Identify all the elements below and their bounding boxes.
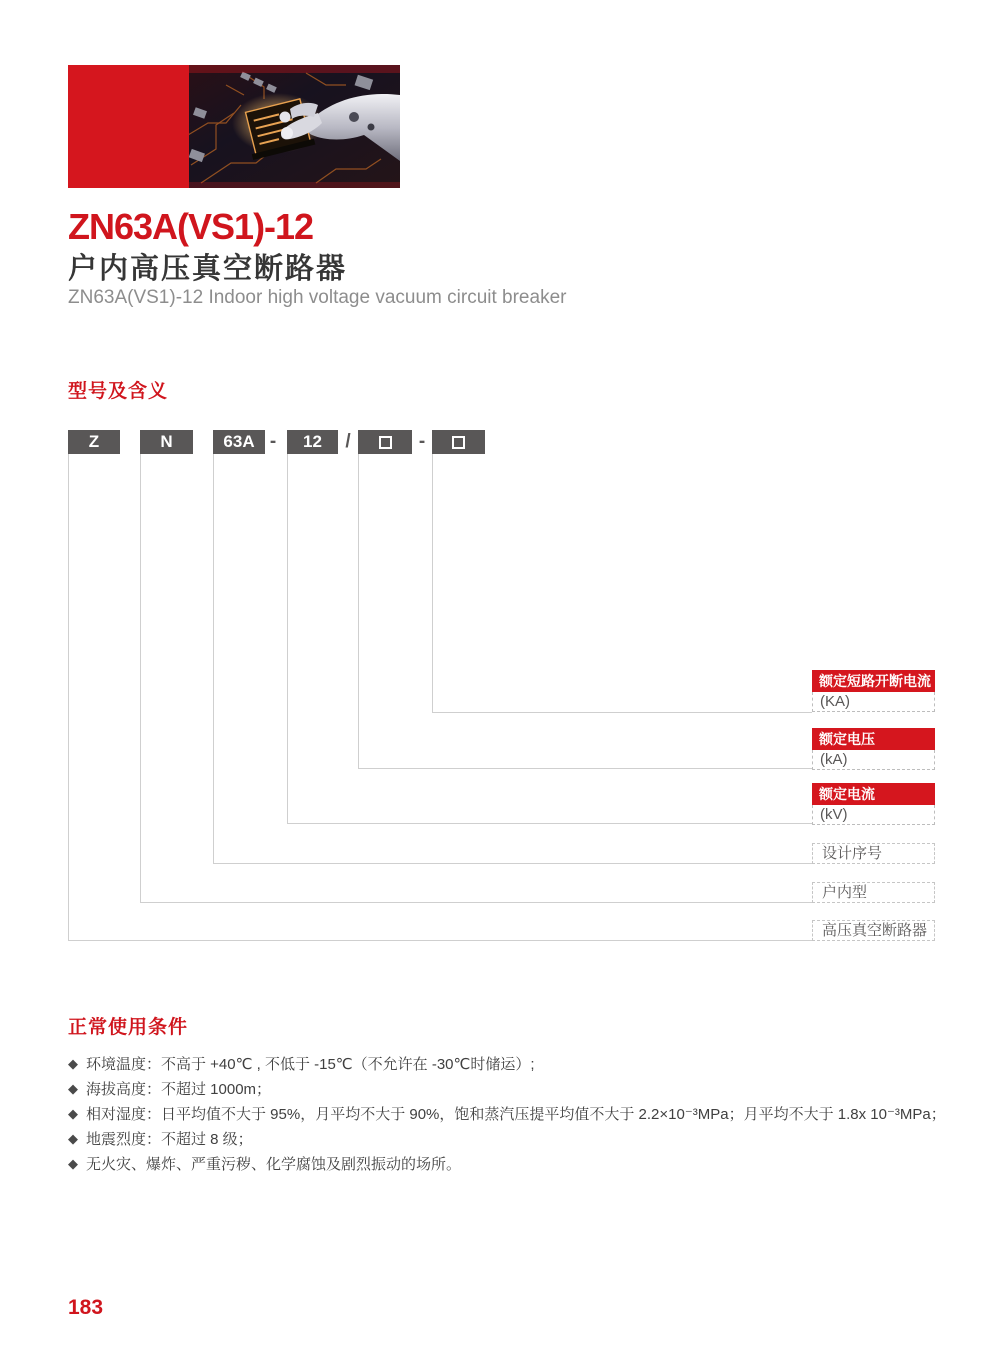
code-box-12: 12: [287, 430, 338, 454]
condition-item-ambient-temperature: [68, 1051, 946, 1076]
connector-line: [432, 454, 433, 712]
red-accent-block: [68, 65, 186, 188]
code-box-z: Z: [68, 430, 120, 454]
spec-label-unit: (kA): [812, 750, 935, 770]
connector-line: [68, 940, 813, 941]
spec-label-rated-short-circuit-breaking-current: [812, 670, 935, 712]
connector-line: [213, 863, 813, 864]
connector-line: [287, 454, 288, 823]
spec-label-title: 额定电压: [812, 728, 935, 750]
separator-dash-1: -: [269, 431, 277, 452]
section-heading-model-meaning: 型号及含义: [68, 381, 169, 402]
circuit-board-robot-hand-photo: [186, 65, 400, 188]
spec-label-title: 额定短路开断电流: [812, 670, 935, 692]
connector-line: [358, 454, 359, 768]
page-number: 183: [68, 1296, 104, 1319]
diamond-bullet-icon: ◆: [68, 1155, 78, 1171]
condition-item-environment: [68, 1151, 946, 1176]
code-box-n: N: [140, 430, 193, 454]
condition-item-altitude: [68, 1076, 946, 1101]
connector-line: [287, 823, 812, 824]
diamond-bullet-icon: ◆: [68, 1130, 78, 1146]
spec-label-rated-current: [812, 783, 935, 825]
product-name-english: ZN63A(VS1)-12 Indoor high voltage vacuum circuit breaker: [68, 287, 567, 308]
connector-line: [358, 768, 812, 769]
spec-label-hv-vacuum-breaker: 高压真空断路器: [812, 920, 935, 941]
spec-label-rated-voltage: [812, 728, 935, 770]
diamond-bullet-icon: ◆: [68, 1055, 78, 1071]
code-box-63a: 63A: [213, 430, 265, 454]
spec-label-title: 额定电流: [812, 783, 935, 805]
connector-line: [140, 454, 141, 903]
condition-item-seismic-intensity: [68, 1126, 946, 1151]
separator-slash: /: [345, 431, 351, 452]
condition-item-relative-humidity: [68, 1101, 946, 1126]
connector-line: [432, 712, 812, 713]
connector-line: [213, 454, 214, 864]
diamond-bullet-icon: ◆: [68, 1105, 78, 1121]
condition-text: 环境温度：不高于 +40℃ , 不低于 -15℃（不允许在 -30℃时储运）;: [86, 1056, 535, 1073]
separator-dash-2: -: [418, 431, 426, 452]
diamond-bullet-icon: ◆: [68, 1080, 78, 1096]
condition-text: 地震烈度：不超过 8 级；: [86, 1131, 253, 1148]
condition-text: 相对湿度：日平均值不大于 95%，月平均不大于 90%，饱和蒸汽压提平均值不大于 2.2×10⁻³MPa；月平均不大于 1.8x 10⁻³MPa；: [86, 1106, 946, 1123]
condition-text: 无火灾、爆炸、严重污秽、化学腐蚀及剧烈振动的场所。: [86, 1156, 462, 1173]
spec-label-unit: (KA): [812, 692, 935, 712]
conditions-list: [68, 1051, 946, 1176]
spec-label-unit: (kV): [812, 805, 935, 825]
condition-text: 海拔高度：不超过 1000m；: [86, 1081, 272, 1098]
connector-line: [140, 902, 813, 903]
hero-banner: [68, 65, 400, 188]
product-name-chinese: 户内高压真空断路器: [68, 253, 348, 285]
code-box-blank-2: [432, 430, 485, 454]
code-box-blank-1: [358, 430, 412, 454]
product-model-title: ZN63A(VS1)-12: [68, 206, 314, 247]
blank-square-icon: [379, 436, 392, 449]
spec-label-design-serial: 设计序号: [812, 843, 935, 864]
section-heading-normal-use-conditions: 正常使用条件: [68, 1017, 189, 1038]
connector-line: [68, 454, 69, 941]
spec-label-indoor-type: 户内型: [812, 882, 935, 903]
blank-square-icon: [452, 436, 465, 449]
